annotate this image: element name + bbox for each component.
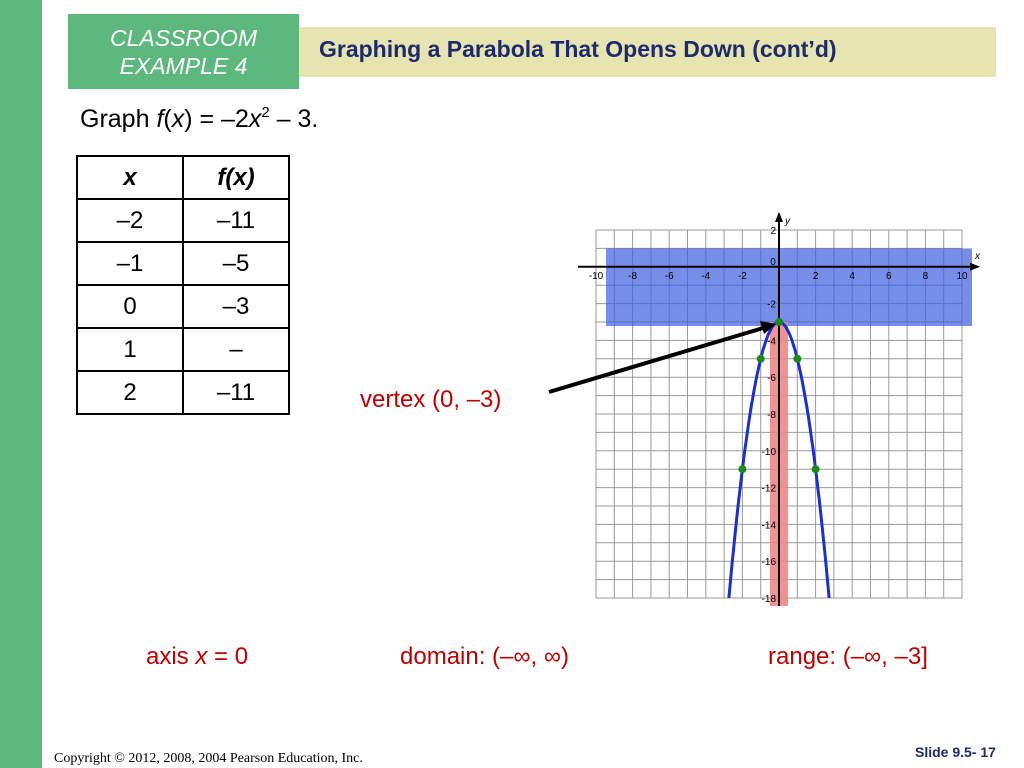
problem-equals: = –2 bbox=[192, 105, 249, 133]
x-tick-label: 2 bbox=[812, 270, 819, 282]
problem-f: f bbox=[156, 105, 164, 133]
range-label: range: (–∞, –3] bbox=[768, 643, 928, 670]
x-tick-label: 0 bbox=[770, 256, 776, 268]
y-tick-label: -14 bbox=[761, 520, 776, 532]
y-axis-arrow bbox=[775, 212, 783, 222]
badge-line-2: EXAMPLE 4 bbox=[119, 52, 248, 79]
x-tick-label: -10 bbox=[588, 270, 604, 282]
table-cell: –11 bbox=[183, 371, 289, 414]
x-tick-label: -8 bbox=[628, 270, 638, 282]
x-tick-label: -6 bbox=[664, 270, 674, 282]
table-cell: –11 bbox=[183, 199, 289, 242]
table-cell: –3 bbox=[183, 285, 289, 328]
problem-paren-close: ) bbox=[184, 105, 193, 133]
y-tick-label: -8 bbox=[767, 410, 776, 421]
problem-exponent: 2 bbox=[261, 104, 270, 121]
data-point bbox=[793, 355, 801, 363]
x-tick-label: 6 bbox=[886, 270, 892, 282]
problem-paren-open: ( bbox=[163, 105, 172, 133]
x-tick-label: -4 bbox=[701, 270, 711, 282]
y-tick-label: -18 bbox=[761, 594, 776, 605]
x-tick-label: 8 bbox=[922, 270, 929, 282]
x-tick-label: 4 bbox=[849, 270, 855, 282]
problem-suffix: – 3. bbox=[269, 105, 319, 133]
table-cell: 1 bbox=[77, 328, 183, 371]
range-band bbox=[606, 248, 972, 326]
axis-label bbox=[146, 643, 248, 671]
x-axis-label: x bbox=[975, 250, 980, 262]
table-cell: 0 bbox=[77, 285, 183, 328]
vertex-label: vertex (0, –3) bbox=[360, 386, 502, 413]
table-header-x: x bbox=[77, 156, 183, 199]
x-tick-label: -2 bbox=[737, 270, 747, 282]
y-tick-label: -6 bbox=[767, 373, 776, 385]
y-tick-label: 2 bbox=[770, 226, 776, 237]
axis-label-suffix: = 0 bbox=[207, 643, 249, 670]
slide-number: Slide 9.5- 17 bbox=[915, 744, 996, 760]
x-axis-arrow bbox=[970, 263, 980, 271]
axis-label-prefix: axis bbox=[146, 643, 196, 670]
y-tick-label: -4 bbox=[767, 336, 776, 348]
slide-title: Graphing a Parabola That Opens Down (cont’d) bbox=[319, 36, 837, 62]
table-cell: –1 bbox=[77, 242, 183, 285]
data-point bbox=[775, 318, 783, 326]
problem-x1: x bbox=[171, 105, 185, 133]
problem-prefix: Graph bbox=[80, 105, 157, 133]
table-header-fx: f(x) bbox=[183, 156, 289, 199]
data-point bbox=[812, 465, 820, 473]
copyright-text: Copyright © 2012, 2008, 2004 Pearson Education, Inc. bbox=[54, 751, 363, 766]
table-cell: – bbox=[183, 328, 289, 371]
problem-x2: x bbox=[248, 105, 262, 133]
x-tick-label: 10 bbox=[956, 270, 968, 282]
table-cell: 2 bbox=[77, 371, 183, 414]
y-tick-label: -12 bbox=[761, 483, 776, 495]
axis-label-var: x bbox=[195, 643, 208, 670]
data-point bbox=[738, 465, 746, 473]
y-tick-label: -2 bbox=[767, 299, 776, 311]
table-cell: –2 bbox=[77, 199, 183, 242]
y-tick-label: -10 bbox=[761, 446, 776, 458]
y-tick-label: -16 bbox=[761, 557, 776, 569]
domain-label: domain: (–∞, ∞) bbox=[400, 643, 569, 670]
data-point bbox=[757, 355, 765, 363]
y-axis-label: y bbox=[785, 216, 790, 227]
badge-line-1: CLASSROOM bbox=[110, 24, 257, 51]
table-cell: –5 bbox=[183, 242, 289, 285]
